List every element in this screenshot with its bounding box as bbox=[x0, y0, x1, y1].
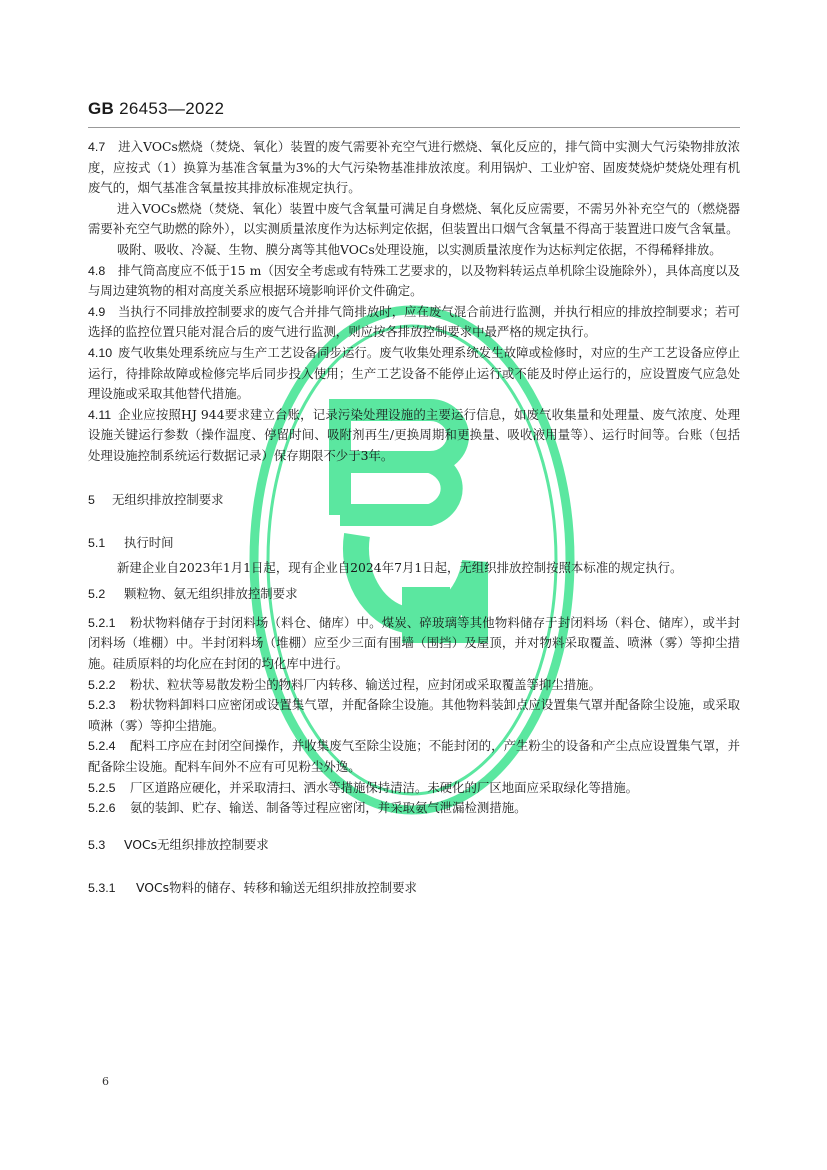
section-5-2-heading bbox=[88, 584, 740, 605]
clause-number: 4.10 bbox=[88, 345, 113, 360]
section-title: 颗粒物、氨无组织排放控制要求 bbox=[124, 586, 298, 602]
clause-5-2-6 bbox=[88, 798, 740, 819]
clause-4-11 bbox=[88, 405, 740, 467]
clause-number: 4.11 bbox=[88, 407, 112, 422]
section-5-3-heading bbox=[88, 835, 740, 856]
section-5-3-1-heading bbox=[88, 878, 740, 899]
clause-5-2-2 bbox=[88, 675, 740, 696]
clause-text: 粉状物料卸料口应密闭或设置集气罩，并配备除尘设施。其他物料装卸点应设置集气罩并配备除尘设施，或采取喷淋（雾）等抑尘措施。 bbox=[88, 697, 740, 733]
clause-text: 配料工序应在封闭空间操作，并收集废气至除尘设施；不能封闭的，产生粉尘的设备和产尘点应设置集气罩，并配备除尘设施。配料车间外不应有可见粉尘外逸。 bbox=[88, 738, 740, 775]
clause-4-10 bbox=[88, 343, 740, 405]
document-body bbox=[88, 137, 740, 899]
spacer bbox=[88, 819, 740, 835]
clause-4-7 bbox=[88, 137, 740, 199]
section-title: 执行时间 bbox=[124, 535, 174, 551]
clause-number: 4.9 bbox=[88, 304, 106, 319]
clause-number: 5.2.1 bbox=[88, 615, 116, 630]
clause-4-7-para-3: 吸附、吸收、冷凝、生物、膜分离等其他VOCs处理设施，以实测质量浓度作为达标判定依据，不得稀释排放。 bbox=[117, 241, 722, 257]
clause-text: 粉状、粒状等易散发粉尘的物料厂内转移、输送过程，应封闭或采取覆盖等抑尘措施。 bbox=[130, 676, 601, 692]
clause-4-9 bbox=[88, 302, 740, 343]
header-divider bbox=[88, 127, 740, 128]
clause-4-8 bbox=[88, 261, 740, 302]
section-number: 5.2 bbox=[88, 587, 106, 602]
spacer bbox=[88, 467, 740, 490]
spacer bbox=[88, 605, 740, 613]
section-number: 5.1 bbox=[88, 536, 106, 551]
standard-prefix: GB bbox=[88, 99, 115, 118]
clause-number: 4.8 bbox=[88, 263, 106, 278]
clause-text: 进入VOCs燃烧（焚烧、氧化）装置的废气需要补充空气进行燃烧、氧化反应的，排气筒中实测大气污染物排放浓度，应按式（1）换算为基准含氧量为3%的大气污染物基准排放浓度。利用锅炉、工业炉窑、固废焚烧炉焚烧处理有机废气的，烟气基准含氧量按其排放标准规定执行。 bbox=[88, 139, 740, 196]
clause-number: 5.2.3 bbox=[88, 698, 116, 713]
clause-5-2-1 bbox=[88, 613, 740, 675]
clause-5-2-3 bbox=[88, 695, 740, 736]
standard-number: 26453—2022 bbox=[119, 99, 225, 118]
clause-text: 排气筒高度应不低于15 m（因安全考虑或有特殊工艺要求的，以及物料转运点单机除尘设施除外），具体高度以及与周边建筑物的相对高度关系应根据环境影响评价文件确定。 bbox=[88, 262, 740, 299]
section-number: 5 bbox=[88, 492, 95, 507]
clause-text: 当执行不同排放控制要求的废气合并排气筒排放时，应在废气混合前进行监测，并执行相应的排放控制要求；若可选择的监控位置只能对混合后的废气进行监测，则应按各排放控制要求中最严格的规定执行。 bbox=[88, 303, 740, 340]
clause-number: 4.7 bbox=[88, 140, 106, 154]
clause-5-2-5 bbox=[88, 778, 740, 799]
clause-5-2-4 bbox=[88, 736, 740, 777]
clause-text: 粉状物料储存于封闭料场（料仓、储库）中。煤炭、碎玻璃等其他物料储存于封闭料场（料仓、储库），或半封闭料场（堆棚）中。半封闭料场（堆棚）应至少三面有围墙（围挡）及屋顶，并对物料采取覆盖、喷淋（雾）等抑尘措施。硅质原料的均化应在封闭的均化库中进行。 bbox=[88, 614, 740, 672]
section-5-1-text: 新建企业自2023年1月1日起，现有企业自2024年7月1日起，无组织排放控制按照本标准的规定执行。 bbox=[117, 559, 683, 575]
clause-number: 5.2.6 bbox=[88, 801, 116, 816]
page-number: 6 bbox=[102, 1075, 109, 1088]
spacer bbox=[88, 510, 740, 533]
section-title: VOCs无组织排放控制要求 bbox=[124, 836, 269, 852]
section-5-heading bbox=[88, 490, 740, 511]
clause-text: 废气收集处理系统应与生产工艺设备同步运行。废气收集处理系统发生故障或检修时，对应的生产工艺设备应停止运行，待排除故障或检修完毕后同步投入使用；生产工艺设备不能停止运行或不能及时停止运行的，应设置废气应急处理设施或采取其他替代措施。 bbox=[88, 344, 740, 402]
clause-number: 5.2.4 bbox=[88, 739, 116, 754]
spacer bbox=[88, 855, 740, 878]
section-title: 无组织排放控制要求 bbox=[112, 491, 224, 507]
clause-text: 企业应按照HJ 944要求建立台账，记录污染处理设施的主要运行信息，如废气收集量和处理量、废气浓度、处理设施关键运行参数（操作温度、停留时间、吸附剂再生/更换周期和更换量、吸收液用量等）、运行时间等。台账（包括处理设施控制系统运行数据记录）保存期限不少于3年。 bbox=[88, 406, 740, 463]
clause-number: 5.2.5 bbox=[88, 780, 116, 795]
clause-text: 氨的装卸、贮存、输送、制备等过程应密闭，并采取氨气泄漏检测措施。 bbox=[130, 800, 527, 816]
standard-code bbox=[88, 99, 224, 119]
section-number: 5.3 bbox=[88, 837, 106, 852]
section-5-1-heading bbox=[88, 533, 740, 554]
section-title: VOCs物料的储存、转移和输送无组织排放控制要求 bbox=[136, 880, 417, 896]
clause-number: 5.2.2 bbox=[88, 677, 116, 692]
clause-4-7-para-2: 进入VOCs燃烧（焚烧、氧化）装置中废气含氧量可满足自身燃烧、氧化反应需要，不需另外补充空气的（燃烧器需要补充空气助燃的除外），以实测质量浓度作为达标判定依据，但装置出口烟气含氧量不得高于装置进口废气含氧量。 bbox=[88, 200, 740, 237]
section-number: 5.3.1 bbox=[88, 881, 116, 896]
clause-text: 厂区道路应硬化，并采取清扫、洒水等措施保持清洁。未硬化的厂区地面应采取绿化等措施。 bbox=[130, 779, 639, 795]
